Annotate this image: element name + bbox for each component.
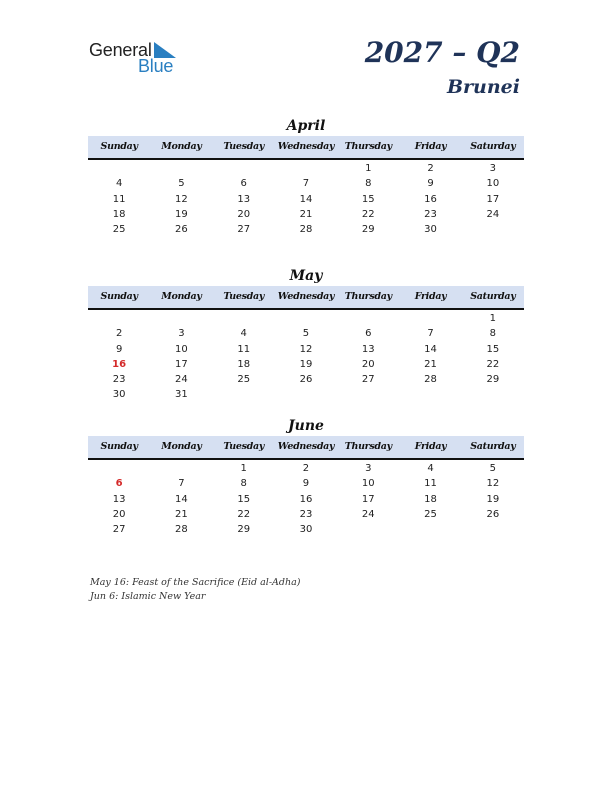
day-cell: 24 [486, 208, 500, 220]
weekday-label: Friday [414, 441, 447, 452]
day-cell [337, 522, 399, 537]
day-cell: 18 [112, 208, 126, 220]
day-cell: 23 [424, 208, 437, 220]
day-cell: 25 [112, 224, 126, 236]
weekday-label: Saturday [470, 141, 516, 152]
weekday-header-row [88, 136, 524, 160]
day-cell: 7 [178, 478, 185, 490]
day-cell: 2 [427, 163, 434, 174]
day-cell: 8 [365, 178, 372, 190]
day-cell: 23 [112, 374, 126, 386]
day-cell: 22 [486, 358, 500, 370]
day-cell: 27 [237, 224, 251, 236]
day-cell: 5 [178, 178, 185, 190]
month-name: April [286, 118, 326, 134]
day-cell [150, 311, 212, 326]
weekday-label: Thursday [344, 141, 392, 152]
page-title: 2027 – Q2 [364, 36, 520, 69]
weekday-label: Wednesday [277, 441, 335, 452]
day-cell: 1 [365, 163, 372, 174]
day-cell: 22 [361, 208, 375, 220]
holiday-day-cell: 16 [112, 358, 127, 370]
day-cell: 29 [486, 374, 500, 386]
day-cell: 14 [299, 193, 313, 205]
day-cell: 16 [299, 493, 313, 505]
weekday-label: Thursday [344, 441, 392, 452]
holiday-note: May 16: Feast of the Sacrifice (Eid al-Adha) [90, 577, 301, 588]
weekday-label: Tuesday [223, 291, 265, 302]
logo [89, 40, 189, 80]
day-cell: 9 [302, 478, 310, 490]
day-cell: 17 [175, 358, 188, 370]
day-cell: 9 [115, 343, 123, 355]
day-cell: 22 [237, 508, 251, 520]
day-cell: 18 [424, 493, 437, 505]
weekday-label: Monday [161, 291, 202, 302]
week-row [88, 507, 524, 522]
day-cell [150, 161, 212, 176]
day-cell [399, 387, 461, 402]
day-cell: 13 [237, 193, 251, 205]
weekday-label: Sunday [100, 441, 138, 452]
day-cell: 4 [240, 328, 247, 340]
day-cell: 4 [427, 463, 434, 474]
month-calendar-may [88, 266, 524, 403]
day-cell: 25 [424, 508, 437, 520]
day-cell: 26 [299, 374, 313, 386]
day-cell: 6 [240, 178, 247, 190]
day-cell: 6 [365, 328, 372, 340]
holiday-notes [90, 576, 300, 604]
day-cell: 28 [299, 224, 313, 236]
day-cell [399, 522, 461, 537]
day-cell [88, 461, 150, 476]
weekday-label: Wednesday [277, 141, 335, 152]
week-row [88, 342, 524, 357]
week-row [88, 372, 524, 387]
day-cell: 21 [424, 358, 437, 370]
weekday-label: Monday [161, 141, 202, 152]
week-row [88, 387, 524, 402]
day-cell [275, 311, 337, 326]
day-cell: 24 [175, 374, 188, 386]
day-cell: 7 [427, 328, 434, 340]
month-name: June [288, 418, 324, 434]
day-cell: 16 [424, 193, 437, 205]
day-cell: 30 [112, 389, 126, 401]
weekday-header-row [88, 286, 524, 310]
holiday-note: Jun 6: Islamic New Year [90, 591, 206, 602]
day-cell: 10 [361, 478, 375, 490]
weekday-label: Friday [414, 291, 447, 302]
day-cell: 2 [115, 328, 123, 340]
day-cell [462, 222, 524, 237]
day-cell: 11 [237, 343, 251, 355]
week-row [88, 492, 524, 507]
day-cell: 1 [240, 463, 247, 474]
weekday-label: Saturday [470, 291, 516, 302]
day-cell: 12 [175, 193, 188, 205]
day-cell: 12 [486, 478, 500, 490]
day-cell: 27 [361, 374, 375, 386]
day-cell: 20 [112, 508, 126, 520]
weekday-header-row [88, 436, 524, 460]
day-cell: 19 [486, 493, 500, 505]
day-cell: 17 [486, 193, 500, 205]
week-row [88, 522, 524, 537]
day-cell: 2 [302, 463, 310, 474]
month-calendar-june [88, 416, 524, 537]
week-row [88, 311, 524, 326]
day-cell: 25 [237, 374, 251, 386]
country-name: Brunei [446, 76, 520, 98]
day-cell: 26 [175, 224, 188, 236]
day-cell: 15 [361, 193, 375, 205]
day-cell: 10 [486, 178, 500, 190]
day-cell [275, 387, 337, 402]
week-row [88, 357, 524, 372]
day-cell [150, 461, 212, 476]
day-cell: 29 [361, 224, 375, 236]
day-cell: 8 [489, 328, 497, 340]
day-cell [88, 311, 150, 326]
week-row [88, 207, 524, 222]
day-cell: 14 [424, 343, 437, 355]
month-name: May [289, 268, 323, 284]
holiday-day-cell: 6 [115, 478, 123, 490]
day-cell: 11 [112, 193, 126, 205]
day-cell: 5 [302, 328, 310, 340]
day-cell: 17 [361, 493, 375, 505]
day-cell: 1 [489, 313, 497, 324]
day-cell: 26 [486, 508, 500, 520]
weekday-label: Tuesday [223, 441, 265, 452]
day-cell: 19 [175, 208, 188, 220]
week-row [88, 222, 524, 237]
day-cell: 29 [237, 524, 251, 536]
day-cell: 27 [112, 524, 126, 536]
day-cell [213, 387, 275, 402]
day-cell [213, 161, 275, 176]
day-cell: 12 [299, 343, 313, 355]
week-row [88, 192, 524, 207]
weekday-label: Saturday [470, 441, 516, 452]
day-cell: 10 [175, 343, 188, 355]
weekday-label: Wednesday [277, 291, 335, 302]
day-cell: 3 [365, 463, 372, 474]
week-row [88, 161, 524, 176]
month-calendar-april [88, 116, 524, 237]
day-cell: 3 [489, 163, 497, 174]
day-cell: 19 [299, 358, 313, 370]
logo-text-general: General [89, 40, 152, 60]
day-cell: 14 [175, 493, 188, 505]
day-cell: 20 [237, 208, 251, 220]
day-cell [399, 311, 461, 326]
day-cell: 28 [424, 374, 437, 386]
week-row [88, 476, 524, 491]
day-cell: 21 [175, 508, 188, 520]
day-cell: 8 [240, 478, 247, 490]
day-cell: 30 [299, 524, 313, 536]
weekday-label: Sunday [100, 291, 138, 302]
weekday-label: Sunday [100, 141, 138, 152]
day-cell: 31 [175, 389, 188, 401]
weekday-label: Monday [161, 441, 202, 452]
day-cell: 30 [424, 224, 437, 236]
day-cell [275, 161, 337, 176]
weekday-label: Thursday [344, 291, 392, 302]
day-cell: 13 [361, 343, 375, 355]
day-cell: 11 [424, 478, 437, 490]
day-cell: 7 [302, 178, 310, 190]
week-row [88, 176, 524, 191]
day-cell: 15 [486, 343, 500, 355]
day-cell [213, 311, 275, 326]
day-cell [462, 387, 524, 402]
day-cell: 15 [237, 493, 251, 505]
weekday-label: Friday [414, 141, 447, 152]
day-cell [337, 387, 399, 402]
week-row [88, 326, 524, 341]
day-cell: 20 [361, 358, 375, 370]
logo-text-blue: Blue [138, 56, 174, 76]
weekday-label: Tuesday [223, 141, 265, 152]
day-cell: 9 [427, 178, 434, 190]
day-cell: 5 [489, 463, 497, 474]
week-row [88, 461, 524, 476]
day-cell: 23 [299, 508, 313, 520]
day-cell [88, 161, 150, 176]
day-cell: 3 [178, 328, 185, 340]
day-cell [337, 311, 399, 326]
day-cell: 21 [299, 208, 313, 220]
day-cell [462, 522, 524, 537]
day-cell: 13 [112, 493, 126, 505]
day-cell: 18 [237, 358, 251, 370]
day-cell: 4 [115, 178, 123, 190]
day-cell: 28 [175, 524, 188, 536]
day-cell: 24 [361, 508, 375, 520]
